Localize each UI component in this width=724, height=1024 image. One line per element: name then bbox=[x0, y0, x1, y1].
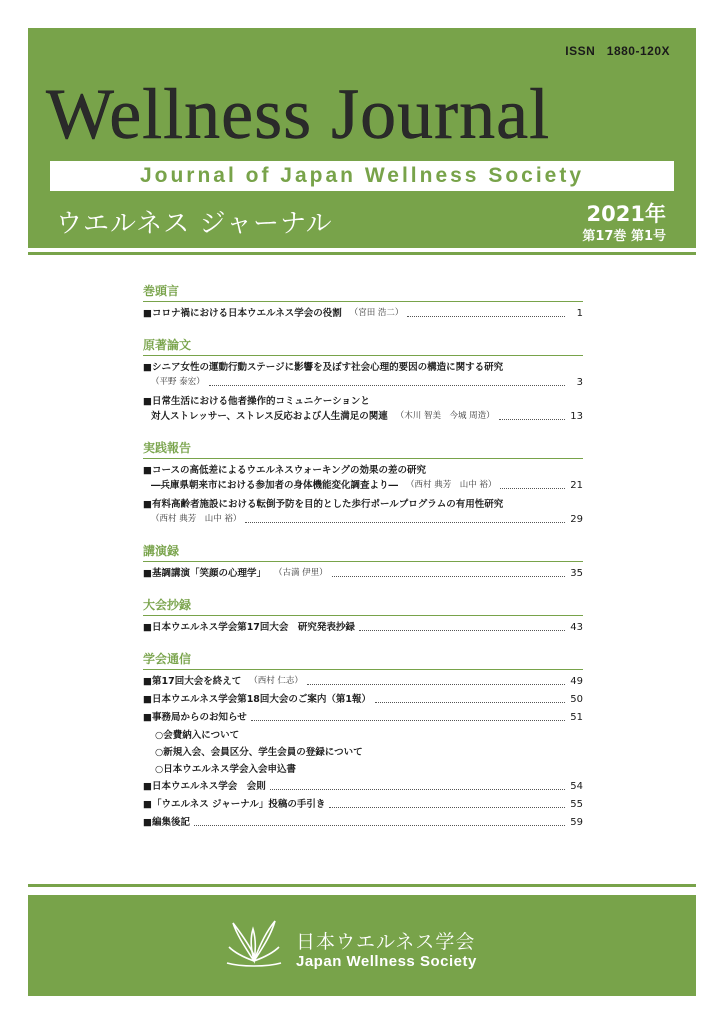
toc-entry[interactable] bbox=[143, 797, 583, 812]
toc-sub-entry-title: ○日本ウエルネス学会入会申込書 bbox=[155, 764, 297, 775]
toc-entry-page: 51 bbox=[570, 712, 583, 723]
leader-dots bbox=[407, 315, 565, 317]
leader-dots bbox=[251, 719, 565, 721]
toc-entry-author: （古満 伊里） bbox=[273, 568, 328, 578]
toc-entry-page: 35 bbox=[570, 568, 583, 579]
cover-header bbox=[28, 28, 696, 248]
toc-entry[interactable] bbox=[143, 674, 583, 689]
toc-entry[interactable] bbox=[143, 394, 583, 409]
toc-entry-title: ■有料高齢者施設における転倒予防を目的とした歩行ポールプログラムの有用性研究 bbox=[143, 499, 504, 510]
leaf-w-logo-icon bbox=[223, 917, 285, 973]
toc-entry[interactable] bbox=[143, 360, 583, 375]
toc-entry-page: 3 bbox=[576, 377, 583, 388]
toc-sub-entry-title: ○会費納入について bbox=[155, 730, 240, 741]
toc-entry-title: ■「ウエルネス ジャーナル」投稿の手引き bbox=[143, 799, 326, 810]
leader-dots bbox=[307, 683, 565, 685]
toc-entry[interactable] bbox=[143, 815, 583, 830]
footer-divider bbox=[28, 884, 696, 887]
toc-entry-title: ■基調講演「笑顔の心理学」 bbox=[143, 568, 266, 579]
toc-entry-continuation[interactable] bbox=[143, 478, 583, 493]
toc-entry-page: 49 bbox=[570, 676, 583, 687]
toc-entry-continuation[interactable] bbox=[143, 512, 583, 527]
toc-entry-title: ■編集後記 bbox=[143, 817, 190, 828]
toc-entry[interactable] bbox=[143, 779, 583, 794]
toc-entry-author: （平野 泰宏） bbox=[151, 377, 205, 387]
leader-dots bbox=[375, 701, 565, 703]
toc-entry[interactable] bbox=[143, 620, 583, 635]
leader-dots bbox=[245, 521, 565, 523]
leader-dots bbox=[332, 575, 565, 577]
issue-volume: 第17巻 第1号 bbox=[582, 229, 666, 244]
toc-entry-title: ■コースの高低差によるウエルネスウォーキングの効果の差の研究 bbox=[143, 465, 427, 476]
toc-entry[interactable] bbox=[143, 566, 583, 581]
journal-title: Wellness Journal bbox=[46, 74, 551, 154]
toc-entry-title: ■日本ウエルネス学会 会則 bbox=[143, 781, 266, 792]
leader-dots bbox=[500, 487, 565, 489]
leader-dots bbox=[329, 806, 565, 808]
toc-entry[interactable] bbox=[143, 710, 583, 725]
section-heading-lectures: 講演録 bbox=[143, 542, 583, 562]
toc-entry[interactable] bbox=[143, 692, 583, 707]
society-name-english: Japan Wellness Society bbox=[296, 953, 477, 970]
toc-entry-page: 54 bbox=[570, 781, 583, 792]
section-heading-abstracts: 大会抄録 bbox=[143, 596, 583, 616]
society-name-japanese: 日本ウエルネス学会 bbox=[296, 931, 476, 953]
leader-dots bbox=[359, 629, 565, 631]
toc-entry[interactable] bbox=[143, 497, 583, 512]
section-heading-practice-reports: 実践報告 bbox=[143, 439, 583, 459]
toc-entry-title: ■コロナ禍における日本ウエルネス学会の役割 bbox=[143, 308, 342, 319]
toc-entry-title: ■日常生活における他者操作的コミュニケーションと bbox=[143, 396, 370, 407]
toc-entry-page: 43 bbox=[570, 622, 583, 633]
leader-dots bbox=[194, 824, 565, 826]
toc-entry-title: ■事務局からのお知らせ bbox=[143, 712, 247, 723]
section-heading-society-news: 学会通信 bbox=[143, 650, 583, 670]
toc-entry[interactable] bbox=[143, 463, 583, 478]
subtitle-band bbox=[50, 161, 674, 191]
toc-entry-title: 対人ストレッサー、ストレス反応および人生満足の関連 bbox=[151, 411, 388, 422]
toc-entry-continuation[interactable] bbox=[143, 409, 583, 424]
toc-entry-title: ■シニア女性の運動行動ステージに影響を及ぼす社会心理的要因の構造に関する研究 bbox=[143, 362, 504, 373]
header-divider bbox=[28, 252, 696, 255]
toc-entry-page: 13 bbox=[570, 411, 583, 422]
toc-entry-title: ■日本ウエルネス学会第17回大会 研究発表抄録 bbox=[143, 622, 355, 633]
journal-title-japanese: ウエルネス ジャーナル bbox=[56, 209, 333, 239]
section-heading-original-papers: 原著論文 bbox=[143, 336, 583, 356]
toc-sub-entry-title: ○新規入会、会員区分、学生会員の登録について bbox=[155, 747, 363, 758]
toc-sub-entry[interactable] bbox=[143, 762, 583, 777]
toc-entry-title: ■日本ウエルネス学会第18回大会のご案内（第1報） bbox=[143, 694, 372, 705]
toc-entry-author: （宮田 浩二） bbox=[349, 308, 404, 318]
leader-dots bbox=[209, 384, 565, 386]
journal-subtitle: Journal of Japan Wellness Society bbox=[139, 164, 585, 187]
toc-entry-page: 59 bbox=[570, 817, 583, 828]
section-heading-foreword: 巻頭言 bbox=[143, 282, 583, 302]
cover-footer bbox=[28, 895, 696, 996]
issue-year: 2021年 bbox=[586, 202, 666, 226]
toc-entry-continuation[interactable] bbox=[143, 375, 583, 390]
toc-entry-page: 29 bbox=[570, 514, 583, 525]
toc-entry-author: （西村 仁志） bbox=[249, 676, 303, 686]
toc-entry-title: ―兵庫県朝来市における参加者の身体機能変化調査より― bbox=[151, 480, 399, 491]
toc-entry-author: （西村 典芳 山中 裕） bbox=[151, 514, 242, 524]
toc-entry-author: （西村 典芳 山中 裕） bbox=[406, 480, 497, 490]
toc-sub-entry[interactable] bbox=[143, 728, 583, 743]
toc-entry-page: 55 bbox=[570, 799, 583, 810]
leader-dots bbox=[499, 418, 565, 420]
toc-entry-page: 1 bbox=[576, 308, 583, 319]
toc-entry[interactable] bbox=[143, 306, 583, 321]
toc-entry-page: 21 bbox=[570, 480, 583, 491]
toc-entry-page: 50 bbox=[570, 694, 583, 705]
toc-entry-author: （木川 智美 今城 周造） bbox=[395, 411, 495, 421]
leader-dots bbox=[270, 788, 565, 790]
issn-number: ISSN 1880-120X bbox=[565, 44, 670, 58]
toc-entry-title: ■第17回大会を終えて bbox=[143, 676, 242, 687]
toc-sub-entry[interactable] bbox=[143, 745, 583, 760]
